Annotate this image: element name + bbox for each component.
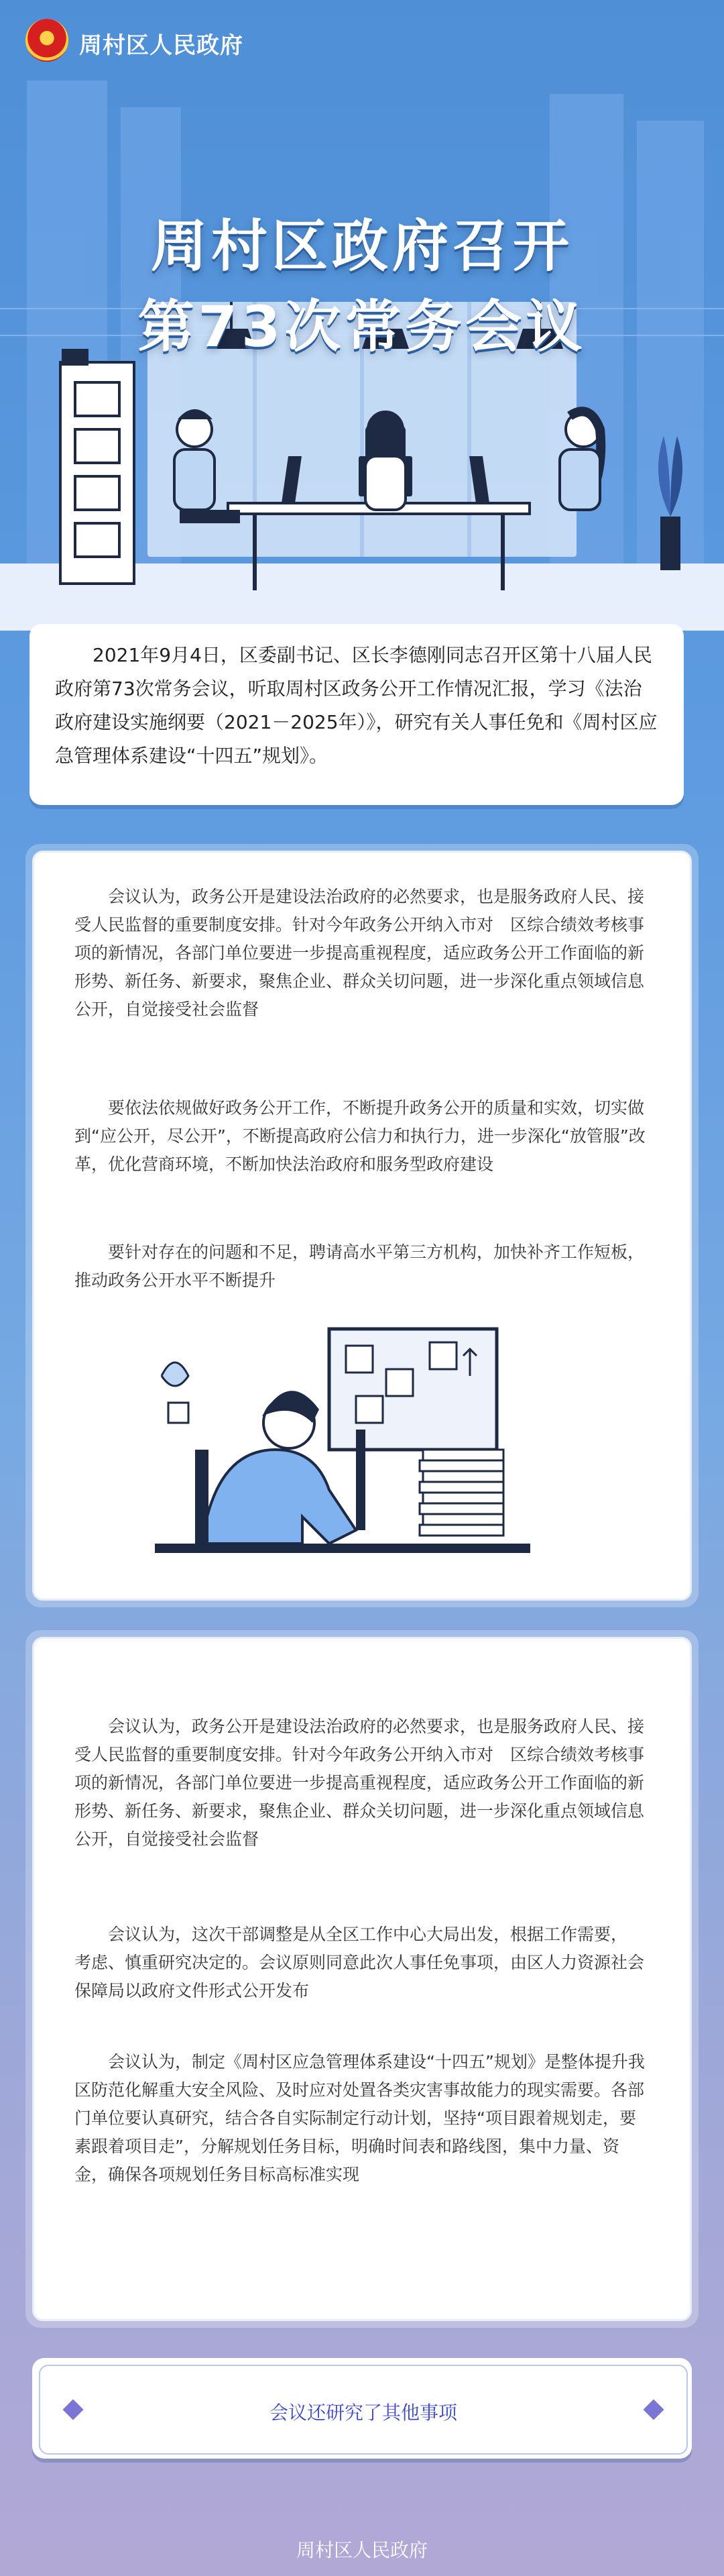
hero-title-line1: 周村区政府召开	[150, 213, 573, 279]
section1-para1: 会议认为，政务公开是建设法治政府的必然要求，也是服务政府人民、接受人民监督的重要制度安排。针对今年政务公开纳入市对 区综合绩效考核事项的新情况，各部门单位要进一步提高重视程度，适应政务公开工作面临的新形势、新任务、新要求，聚焦企业、群众关切问题，进一步深化重点领域信息公开，自觉接受社会监督	[74, 887, 645, 1019]
hero-title-line2: 第73次常务会议	[137, 294, 587, 360]
section2-panel	[32, 1637, 692, 2321]
more-topics-frame	[39, 2365, 688, 2455]
section1-panel	[32, 851, 692, 1601]
intro-card	[29, 624, 684, 805]
org-name: 周村区人民政府	[79, 32, 243, 59]
national-emblem-icon	[25, 19, 68, 62]
section1-para2: 要依法依规做好政务公开工作，不断提升政务公开的质量和实效，切实做到“应公开，尽公开”，不断提高政府公信力和执行力，进一步深化“放管服”改革，优化营商环境，不断加快法治政府和服务型政府建设	[74, 1098, 646, 1174]
woman-at-desk-illustration	[155, 1322, 530, 1564]
section1-para3: 要针对存在的问题和不足，聘请高水平第三方机构，加快补齐工作短板，推动政务公开水平不断提升	[74, 1242, 645, 1290]
section2-para3: 会议认为，制定《周村区应急管理体系建设“十四五”规划》是整体提升我区防范化解重大安全风险、及时应对处置各类灾害事故能力的现实需要。各部门单位要认真研究，结合各自实际制定行动计划，坚持“项目跟着规划走，要素跟着项目走”，分解规划任务目标，明确时间表和路线图，集中力量、资金，确保各项规划任务目标高标准实现	[74, 2052, 645, 2184]
footer-org: 周村区人民政府	[296, 2539, 428, 2561]
intro-text: 2021年9月4日，区委副书记、区长李德刚同志召开区第十八届人民政府第73次常务会议，听取周村区政务公开工作情况汇报，学习《法治政府建设实施纲要（2021－2025年）》，研究有关人事任免和《周村区应急管理体系建设“十四五”规划》。	[55, 644, 658, 767]
top-bar	[0, 0, 724, 80]
more-topics-text: 会议还研究了其他事项	[269, 2402, 457, 2424]
section2-para2: 会议认为，这次干部调整是从全区工作中心大局出发，根据工作需要， 考虑、慎重研究决定的。会议原则同意此次人事任免事项，由区人力资源社会保障局以政府文件形式公开发布	[74, 1925, 645, 2000]
section2-para1: 会议认为，政务公开是建设法治政府的必然要求，也是服务政府人民、接受人民监督的重要制度安排。针对今年政务公开纳入市对 区综合绩效考核事项的新情况，各部门单位要进一步提高重视程度，适应政务公开工作面临的新形势、新任务、新要求，聚焦企业、群众关切问题，进一步深化重点领域信息公开，自觉接受社会监督	[74, 1717, 645, 1849]
more-topics-card	[32, 2358, 692, 2459]
hero-banner	[0, 80, 724, 631]
